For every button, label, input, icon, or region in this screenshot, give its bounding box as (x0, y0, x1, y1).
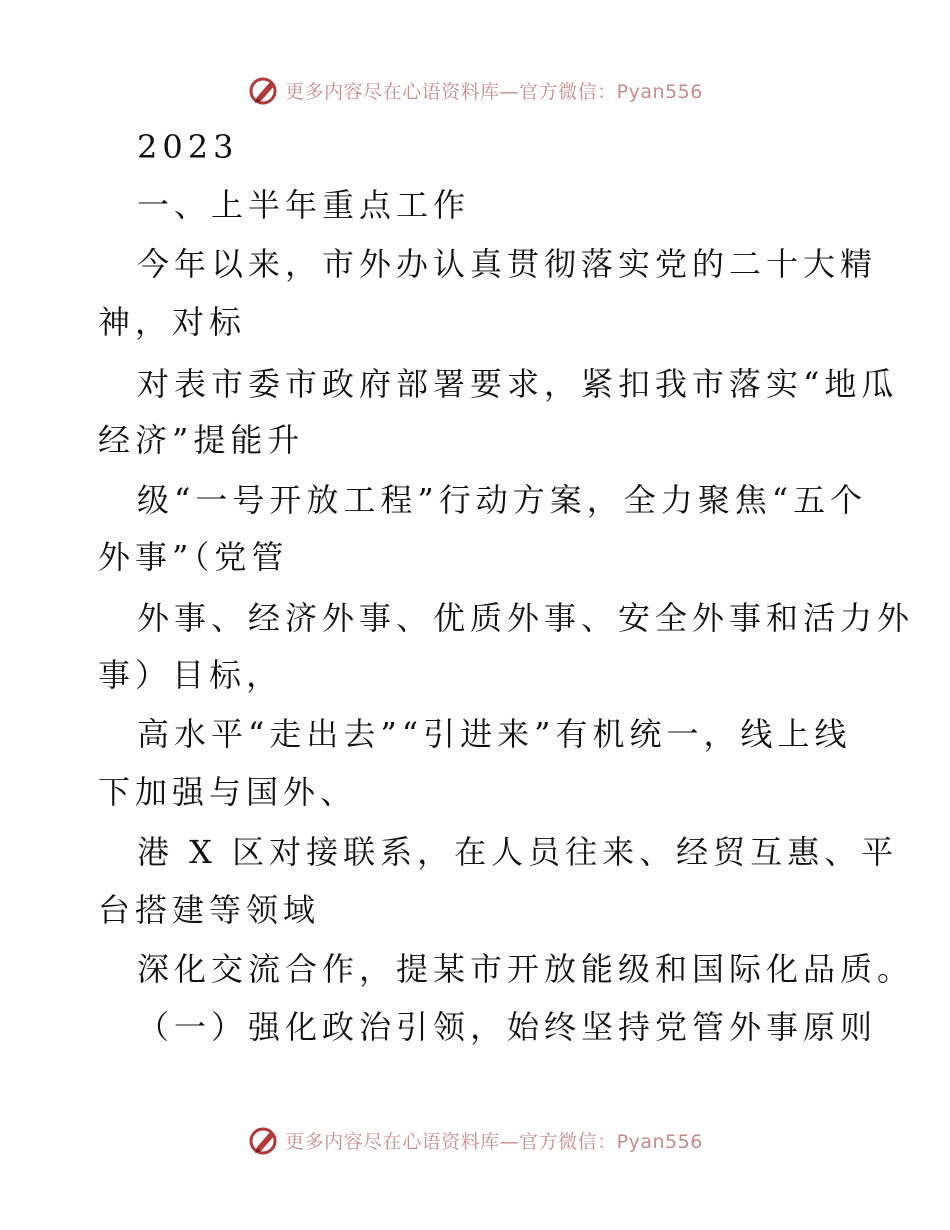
doc-line: 神，对标 (98, 303, 247, 341)
doc-heading-2: （一）强化政治引领，始终坚持党管外事原则 (137, 1008, 878, 1046)
doc-line: 外事、经济外事、优质外事、安全外事和活力外 (137, 599, 915, 637)
doc-line: 外事”（党管 (98, 538, 289, 576)
doc-line-year: 2023 (137, 128, 239, 166)
watermark-text: 更多内容尽在心语资料库—官方微信：Pyan556 (285, 1130, 703, 1153)
footer-watermark (0, 1120, 950, 1160)
doc-line: 事）目标， (98, 656, 284, 694)
doc-heading-1: 一、上半年重点工作 (137, 186, 471, 224)
doc-line: 港 X 区对接联系，在人员往来、经贸互惠、平 (137, 833, 899, 871)
header-watermark (0, 70, 950, 110)
doc-line: 下加强与国外、 (98, 773, 358, 811)
doc-line: 深化交流合作，提某市开放能级和国际化品质。 (137, 950, 915, 988)
doc-line: 高水平“走出去”“引进来”有机统一，线上线 (137, 715, 852, 753)
doc-line: 经济”提能升 (98, 421, 305, 459)
doc-line: 对表市委市政府部署要求，紧扣我市落实“地瓜 (137, 365, 899, 403)
doc-line: 台搭建等领域 (98, 891, 321, 929)
watermark-text: 更多内容尽在心语资料库—官方微信：Pyan556 (285, 80, 703, 103)
doc-line: 级“一号开放工程”行动方案，全力聚焦“五个 (137, 481, 868, 519)
pen-logo-icon (247, 73, 281, 107)
pen-logo-icon (247, 1123, 281, 1157)
doc-line: 今年以来，市外办认真贯彻落实党的二十大精 (137, 245, 878, 283)
